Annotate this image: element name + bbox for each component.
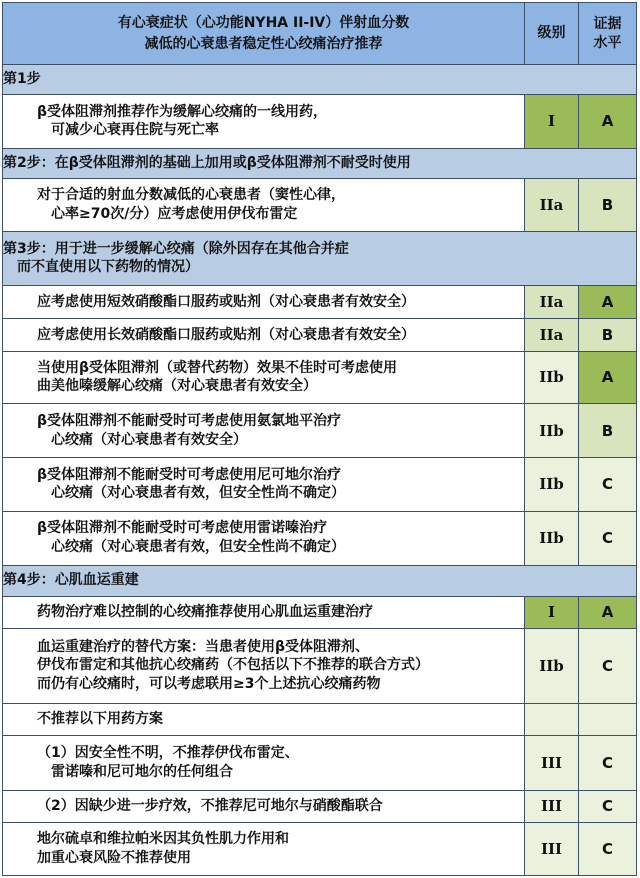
table-header xyxy=(3,3,637,65)
table-row xyxy=(3,319,637,351)
recommendation-text: 药物治疗难以控制的心绞痛推荐使用心肌血运重建治疗 xyxy=(3,596,525,628)
not-recommended-heading: 不推荐以下用药方案 xyxy=(3,704,525,736)
level-cell: IIa xyxy=(525,286,579,319)
table-row xyxy=(3,351,637,404)
evidence-cell: B xyxy=(579,319,637,351)
evidence-cell: C xyxy=(579,823,637,876)
recommendation-text: （1）因安全性不明，不推荐伊伐布雷定、 雷诺嗪和尼可地尔的任何组合 xyxy=(3,736,525,791)
table-row xyxy=(3,823,637,876)
level-cell: III xyxy=(525,791,579,823)
level-cell: I xyxy=(525,596,579,628)
table-row xyxy=(3,736,637,791)
table-row xyxy=(3,286,637,319)
level-cell: III xyxy=(525,823,579,876)
level-cell: I xyxy=(525,95,579,149)
recommendation-table xyxy=(2,2,637,876)
recommendation-text: 对于合适的射血分数减低的心衰患者（窦性心律， 心率≥70次/分）应考虑使用伊伐布雷定 xyxy=(3,178,525,231)
level-cell: IIb xyxy=(525,458,579,512)
recommendation-text: 地尔硫卓和维拉帕米因其负性肌力作用和 加重心衰风险不推荐使用 xyxy=(3,823,525,876)
recommendation-text: （2）因缺少进一步疗效，不推荐尼可地尔与硝酸酯联合 xyxy=(3,791,525,823)
level-cell: IIb xyxy=(525,351,579,404)
evidence-column-header: 证据 水平 xyxy=(579,3,637,65)
step-2-row xyxy=(3,148,637,178)
table-row xyxy=(3,791,637,823)
step-1-row xyxy=(3,65,637,95)
evidence-cell: C xyxy=(579,458,637,512)
evidence-cell xyxy=(579,704,637,736)
level-cell xyxy=(525,704,579,736)
title-line-2: 减低的心衰患者稳定性心绞痛治疗推荐 xyxy=(144,35,383,52)
table-row xyxy=(3,404,637,458)
recommendation-text: 血运重建治疗的替代方案：当患者使用β受体阻滞剂、 伊伐布雷定和其他抗心绞痛药（不包括以下不推荐的联合方式） 而仍有心绞痛时，可以考虑联用≥3个上述抗心绞痛药物 xyxy=(3,628,525,704)
evidence-cell: C xyxy=(579,736,637,791)
table-row xyxy=(3,704,637,736)
level-cell: IIa xyxy=(525,319,579,351)
table-row xyxy=(3,178,637,231)
table-row xyxy=(3,596,637,628)
evidence-cell: C xyxy=(579,791,637,823)
table-row xyxy=(3,95,637,149)
level-cell: IIb xyxy=(525,628,579,704)
evidence-cell: A xyxy=(579,596,637,628)
evidence-cell: B xyxy=(579,178,637,231)
table-row xyxy=(3,628,637,704)
recommendation-text: 应考虑使用短效硝酸酯口服药或贴剂（对心衰患者有效安全） xyxy=(3,286,525,319)
level-cell: IIb xyxy=(525,511,579,565)
evidence-cell: B xyxy=(579,404,637,458)
step-4-label: 第4步：心肌血运重建 xyxy=(3,565,637,596)
level-cell: III xyxy=(525,736,579,791)
recommendation-text: 当使用β受体阻滞剂（或替代药物）效果不佳时可考虑使用 曲美他嗪缓解心绞痛（对心衰患者有效安全） xyxy=(3,351,525,404)
recommendation-text: β受体阻滞剂不能耐受时可考虑使用尼可地尔治疗 心绞痛（对心衰患者有效，但安全性尚不确定） xyxy=(3,458,525,512)
recommendation-text: β受体阻滞剂不能耐受时可考虑使用氨氯地平治疗 心绞痛（对心衰患者有效安全） xyxy=(3,404,525,458)
table-row xyxy=(3,458,637,512)
recommendation-text: β受体阻滞剂推荐作为缓解心绞痛的一线用药， 可减少心衰再住院与死亡率 xyxy=(3,95,525,149)
evidence-cell: A xyxy=(579,286,637,319)
step-1-label: 第1步 xyxy=(3,65,637,95)
step-4-row xyxy=(3,565,637,596)
level-cell: IIa xyxy=(525,178,579,231)
level-column-header: 级别 xyxy=(525,3,579,65)
evidence-cell: C xyxy=(579,628,637,704)
step-3-row xyxy=(3,231,637,286)
evidence-cell: C xyxy=(579,511,637,565)
evidence-cell: A xyxy=(579,95,637,149)
table-title xyxy=(3,3,525,65)
recommendation-text: 应考虑使用长效硝酸酯口服药或贴剂（对心衰患者有效安全） xyxy=(3,319,525,351)
step-3-label: 第3步：用于进一步缓解心绞痛（除外因存在其他合并症 而不直使用以下药物的情况） xyxy=(3,231,637,286)
step-2-label: 第2步：在β受体阻滞剂的基础上加用或β受体阻滞剂不耐受时使用 xyxy=(3,148,637,178)
table-row xyxy=(3,511,637,565)
title-line-1: 有心衰症状（心功能NYHA II-IV）伴射血分数 xyxy=(117,15,410,32)
recommendation-text: β受体阻滞剂不能耐受时可考虑使用雷诺嗪治疗 心绞痛（对心衰患者有效，但安全性尚不确定） xyxy=(3,511,525,565)
level-cell: IIb xyxy=(525,404,579,458)
evidence-cell: A xyxy=(579,351,637,404)
